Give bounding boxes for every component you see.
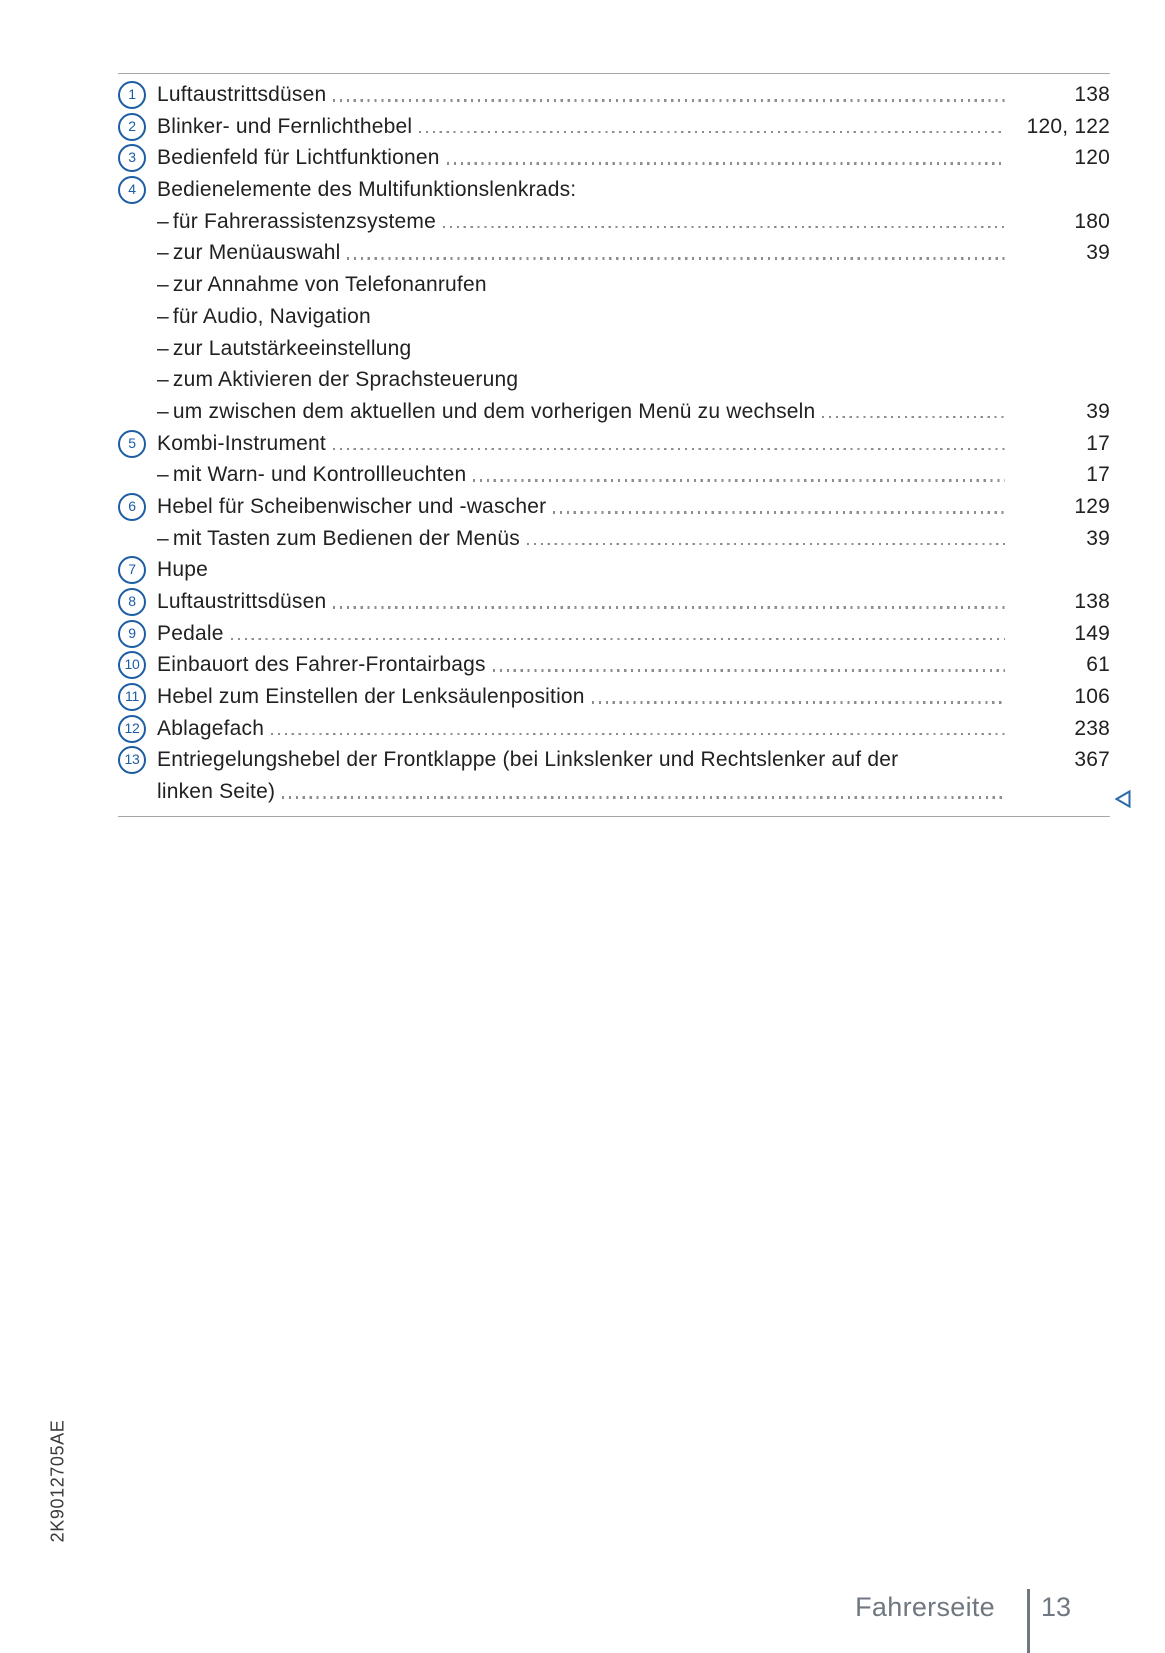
dot-leader: [473, 479, 1005, 482]
dot-leader: [282, 796, 1005, 799]
dot-leader: [333, 99, 1005, 102]
item-label: für Fahrerassistenzsysteme: [172, 209, 437, 233]
dot-leader: [447, 162, 1005, 165]
footer-divider: [1027, 1589, 1030, 1653]
toc-row: [118, 681, 1110, 713]
dot-leader: [347, 257, 1005, 260]
toc-row: [118, 649, 1110, 681]
dot-leader: [443, 226, 1005, 229]
toc-row: [118, 111, 1110, 143]
dot-leader: [493, 669, 1005, 672]
toc-row: [118, 713, 1110, 745]
page-ref: 17: [1086, 463, 1110, 487]
item-label: Einbauort des Fahrer-Frontairbags: [157, 653, 486, 677]
sub-item-dash: –: [157, 399, 169, 423]
dot-leader: [231, 638, 1005, 641]
sub-item-dash: –: [157, 241, 169, 265]
toc-row: [118, 744, 1110, 807]
toc-row: [118, 618, 1110, 650]
section-end-triangle-icon: [1113, 789, 1133, 809]
dot-leader: [333, 606, 1005, 609]
toc-subrow: [118, 396, 1110, 428]
page-ref: 138: [1074, 83, 1110, 106]
footer-page-number: 13: [1041, 1592, 1072, 1622]
page-ref: 39: [1086, 526, 1110, 550]
item-label-line1: Entriegelungshebel der Frontklappe (bei Linkslenker und Rechtslenker auf der: [157, 748, 899, 772]
sub-item-dash: –: [157, 304, 169, 328]
item-number-badge: 8: [118, 588, 146, 616]
item-label: mit Warn- und Kontrollleuchten: [172, 463, 467, 487]
dot-leader: [271, 733, 1005, 736]
toc-subrow: [118, 523, 1110, 555]
item-number-badge: 13: [118, 746, 146, 774]
item-label: Luftaustrittsdüsen: [157, 83, 327, 106]
toc-subrow: [118, 301, 1110, 333]
item-number-badge: 11: [118, 683, 146, 711]
dot-leader: [553, 511, 1005, 514]
toc-subrow: [118, 364, 1110, 396]
item-number-badge: 5: [118, 430, 146, 458]
item-label: zur Menüauswahl: [172, 241, 341, 265]
page-ref: 39: [1086, 399, 1110, 423]
part-number-vertical: 2K9012705AE: [47, 1419, 68, 1543]
item-label: Hupe: [157, 558, 209, 582]
toc-row: [118, 491, 1110, 523]
item-label: zur Lautstärkeeinstellung: [172, 336, 412, 360]
footer-section-label: Fahrerseite: [855, 1592, 995, 1622]
dot-leader: [822, 416, 1005, 419]
sub-item-dash: –: [157, 273, 169, 297]
item-number-badge: 3: [118, 144, 146, 172]
page-ref: 238: [1074, 716, 1110, 740]
sub-item-dash: –: [157, 368, 169, 392]
item-number-badge: 7: [118, 556, 146, 584]
item-label: Bedienelemente des Multifunktionslenkrads:: [157, 178, 577, 202]
toc-subrow: [118, 269, 1110, 301]
sub-item-dash: –: [157, 209, 169, 233]
page-ref: 17: [1086, 431, 1110, 455]
dot-leader: [333, 448, 1005, 451]
dot-leader: [419, 131, 1005, 134]
toc-row: [118, 79, 1110, 111]
toc-row: [118, 174, 1110, 206]
item-label: Kombi-Instrument: [157, 431, 326, 455]
item-label: Blinker- und Fernlichthebel: [157, 114, 413, 138]
item-label: Ablagefach: [157, 716, 265, 740]
item-label: für Audio, Navigation: [172, 304, 371, 328]
item-number-badge: 1: [118, 81, 146, 109]
item-label: Hebel für Scheibenwischer und -wascher: [157, 494, 547, 518]
sub-item-dash: –: [157, 336, 169, 360]
page-ref: 106: [1074, 685, 1110, 709]
sub-item-dash: –: [157, 526, 169, 550]
toc-row: [118, 586, 1110, 618]
toc-subrow: [118, 459, 1110, 491]
item-label-line2: linken Seite): [157, 780, 276, 804]
page-ref: 180: [1074, 209, 1110, 233]
item-number-badge: 12: [118, 715, 146, 743]
sub-item-dash: –: [157, 463, 169, 487]
toc-row: [118, 428, 1110, 460]
toc-list: [118, 73, 1110, 817]
item-number-badge: 6: [118, 493, 146, 521]
item-label: Pedale: [157, 621, 224, 645]
toc-subrow: [118, 206, 1110, 238]
item-label: Bedienfeld für Lichtfunktionen: [157, 146, 440, 170]
page-ref: 367: [1074, 748, 1110, 772]
dot-leader: [592, 701, 1005, 704]
toc-row: [118, 142, 1110, 174]
page-ref: 120: [1074, 146, 1110, 170]
item-label: um zwischen dem aktuellen und dem vorherigen Menü zu wechseln: [172, 399, 816, 423]
item-number-badge: 4: [118, 176, 146, 204]
toc-subrow: [118, 333, 1110, 365]
item-number-badge: 10: [118, 651, 146, 679]
item-label: Hebel zum Einstellen der Lenksäulenposition: [157, 685, 585, 709]
dot-leader: [527, 543, 1005, 546]
page-ref: 61: [1086, 653, 1110, 677]
item-label: zur Annahme von Telefonanrufen: [172, 273, 487, 297]
item-number-badge: 9: [118, 620, 146, 648]
page-ref: 149: [1074, 621, 1110, 645]
toc-subrow: [118, 237, 1110, 269]
item-label: Luftaustrittsdüsen: [157, 590, 327, 613]
page-ref: 39: [1086, 241, 1110, 265]
item-label: mit Tasten zum Bedienen der Menüs: [172, 526, 520, 550]
page-ref: 120, 122: [1026, 114, 1110, 138]
page-ref: 138: [1074, 590, 1110, 613]
item-number-badge: 2: [118, 113, 146, 141]
toc-row: [118, 554, 1110, 586]
item-label: zum Aktivieren der Sprachsteuerung: [172, 368, 519, 392]
page-ref: 129: [1074, 494, 1110, 518]
